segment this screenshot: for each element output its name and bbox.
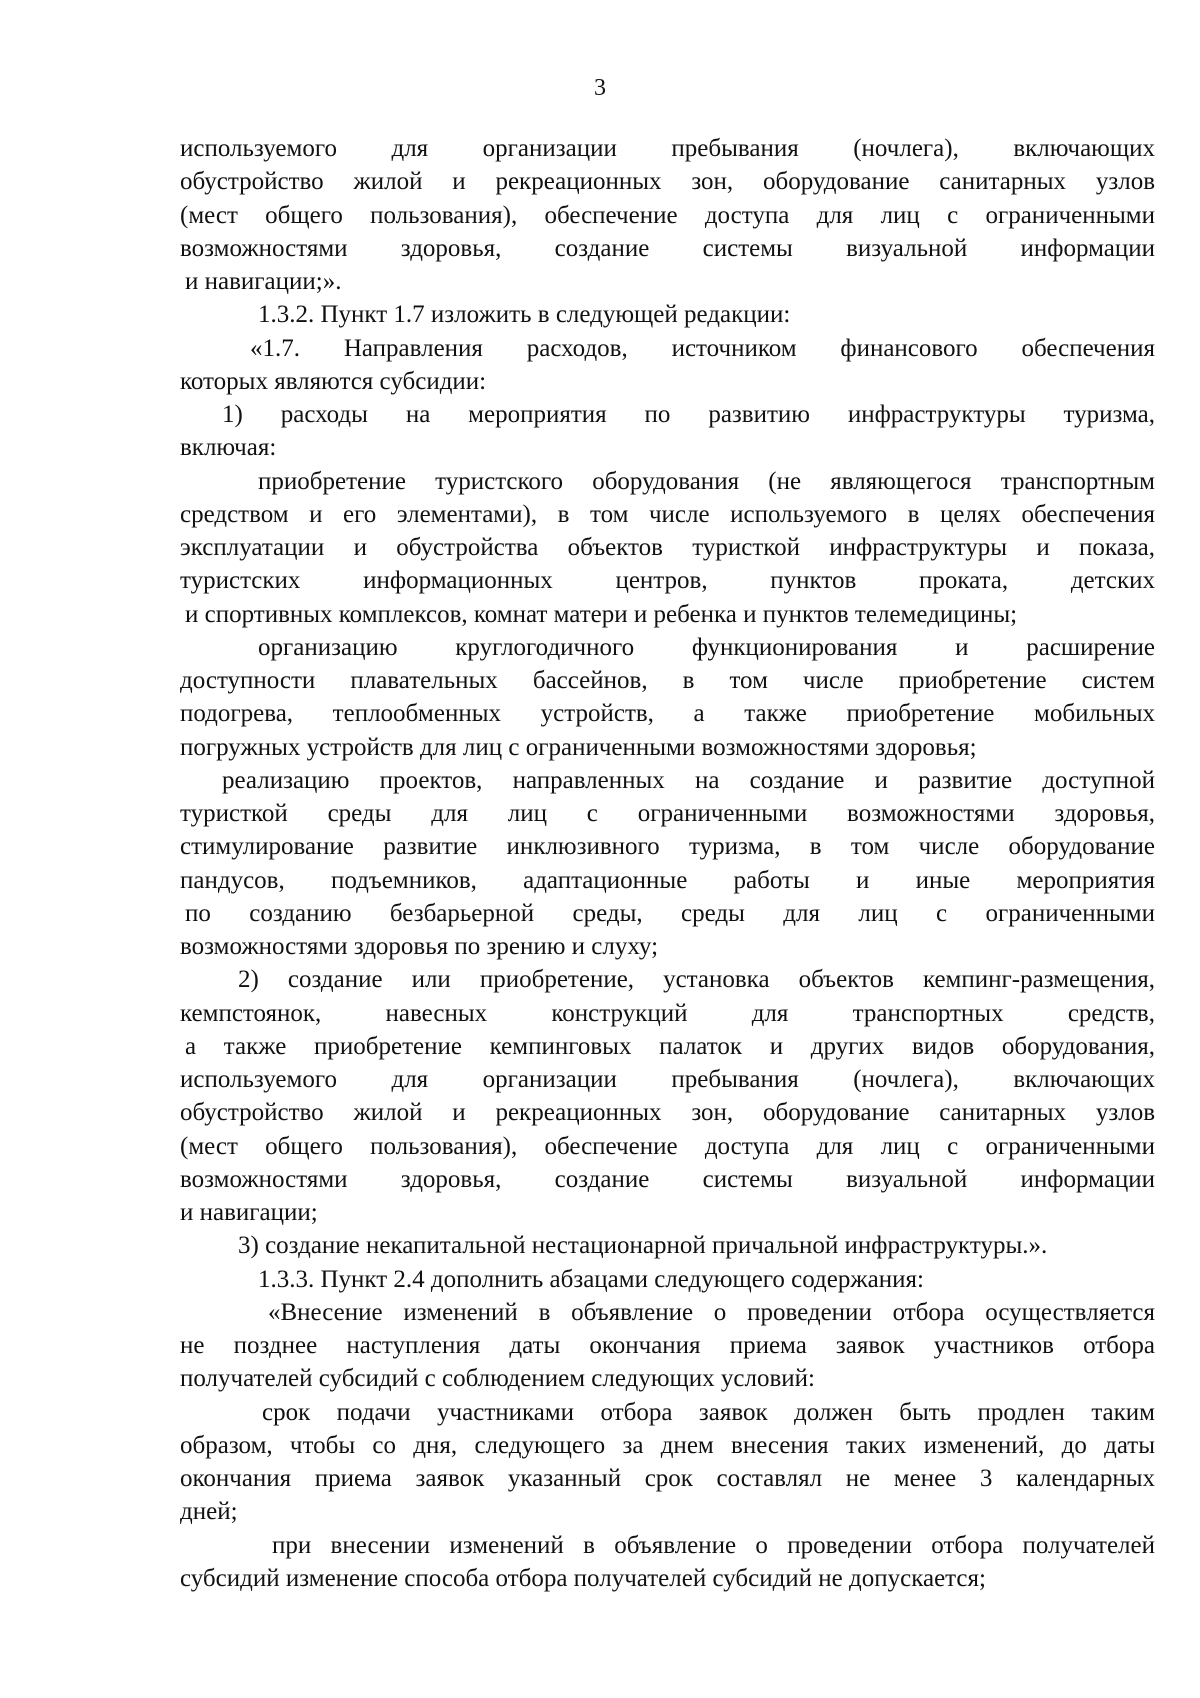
text-line: погружных устройств для лиц с ограниченными возможностями здоровья; [180,733,977,761]
text-line: возможностями здоровья, создание системы визуальной информации [180,234,1155,262]
text-line: и навигации; [180,1199,318,1226]
text-line: используемого для организации пребывания (ночлега), включающих [180,135,1155,162]
text-line: образом, чтобы со дня, следующего за днем внесения таких изменений, до даты [180,1431,1155,1459]
text-line: при внесении изменений в объявление о проведении отбора получателей [272,1531,1155,1559]
text-line: стимулирование развитие инклюзивного туризма, в том числе оборудование [180,833,1155,861]
text-line: обустройство жилой и рекреационных зон, оборудование санитарных узлов [180,168,1155,196]
text-line: окончания приема заявок указанный срок составлял не менее 3 календарных [180,1465,1155,1492]
text-line: реализацию проектов, направленных на создание и развитие доступной [222,766,1155,794]
text-line: «Внесение изменений в объявление о проведении отбора осуществляется [268,1298,1155,1326]
text-line: пандусов, подъемников, адаптационные работы и иные мероприятия [180,866,1155,894]
text-line: которых являются субсидии: [180,367,487,395]
text-line: не позднее наступления даты окончания приема заявок участников отбора [180,1332,1155,1359]
text-line: средством и его элементами), в том числе используемого в целях обеспечения [180,500,1155,528]
text-line: дней; [180,1498,238,1526]
text-line: а также приобретение кемпинговых палаток и других видов оборудования, [185,1032,1155,1060]
text-line: организацию круглогодичного функционирования и расширение [258,633,1155,661]
text-line: туристских информационных центров, пунктов проката, детских [180,567,1155,595]
text-line: 3) создание некапитальной нестационарной причальной инфраструктуры.». [238,1232,1048,1260]
text-line: 1.3.3. Пункт 2.4 дополнить абзацами следующего содержания: [258,1265,924,1293]
text-line: и навигации;». [185,268,342,295]
text-line: включая: [180,434,277,462]
text-line: возможностями здоровья, создание системы визуальной информации [180,1165,1155,1193]
document-body [180,132,1155,1595]
text-line: эксплуатации и обустройства объектов туристкой инфраструктуры и показа, [180,534,1155,561]
text-line: 2) создание или приобретение, установка объектов кемпинг-размещения, [238,966,1155,994]
text-line: приобретение туристского оборудования (не являющегося транспортным [258,467,1155,495]
text-line: 1) расходы на мероприятия по развитию инфраструктуры туризма, [222,401,1155,428]
text-line: доступности плавательных бассейнов, в том числе приобретение систем [180,667,1155,694]
text-line: и спортивных комплексов, комнат матери и ребенка и пунктов телемедицины; [185,600,1018,628]
text-line: используемого для организации пребывания (ночлега), включающих [180,1066,1155,1093]
text-line: субсидий изменение способа отбора получателей субсидий не допускается; [180,1564,986,1592]
page-number: 3 [594,75,606,101]
text-line: возможностями здоровья по зрению и слуху; [180,933,659,960]
text-line: обустройство жилой и рекреационных зон, оборудование санитарных узлов [180,1099,1155,1127]
text-line: получателей субсидий с соблюдением следующих условий: [180,1365,815,1393]
text-line: туристкой среды для лиц с ограниченными возможностями здоровья, [180,800,1155,827]
text-line: срок подачи участниками отбора заявок должен быть продлен таким [262,1398,1155,1426]
text-line: 1.3.2. Пункт 1.7 изложить в следующей редакции: [258,301,791,329]
text-line: кемпстоянок, навесных конструкций для транспортных средств, [180,999,1155,1027]
text-line: «1.7. Направления расходов, источником финансового обеспечения [250,334,1155,362]
text-line: подогрева, теплообменных устройств, а также приобретение мобильных [180,700,1155,728]
text-line: по созданию безбарьерной среды, среды для лиц с ограниченными [185,899,1155,927]
text-line: (мест общего пользования), обеспечение доступа для лиц с ограниченными [180,201,1155,229]
text-line: (мест общего пользования), обеспечение доступа для лиц с ограниченными [180,1132,1155,1160]
